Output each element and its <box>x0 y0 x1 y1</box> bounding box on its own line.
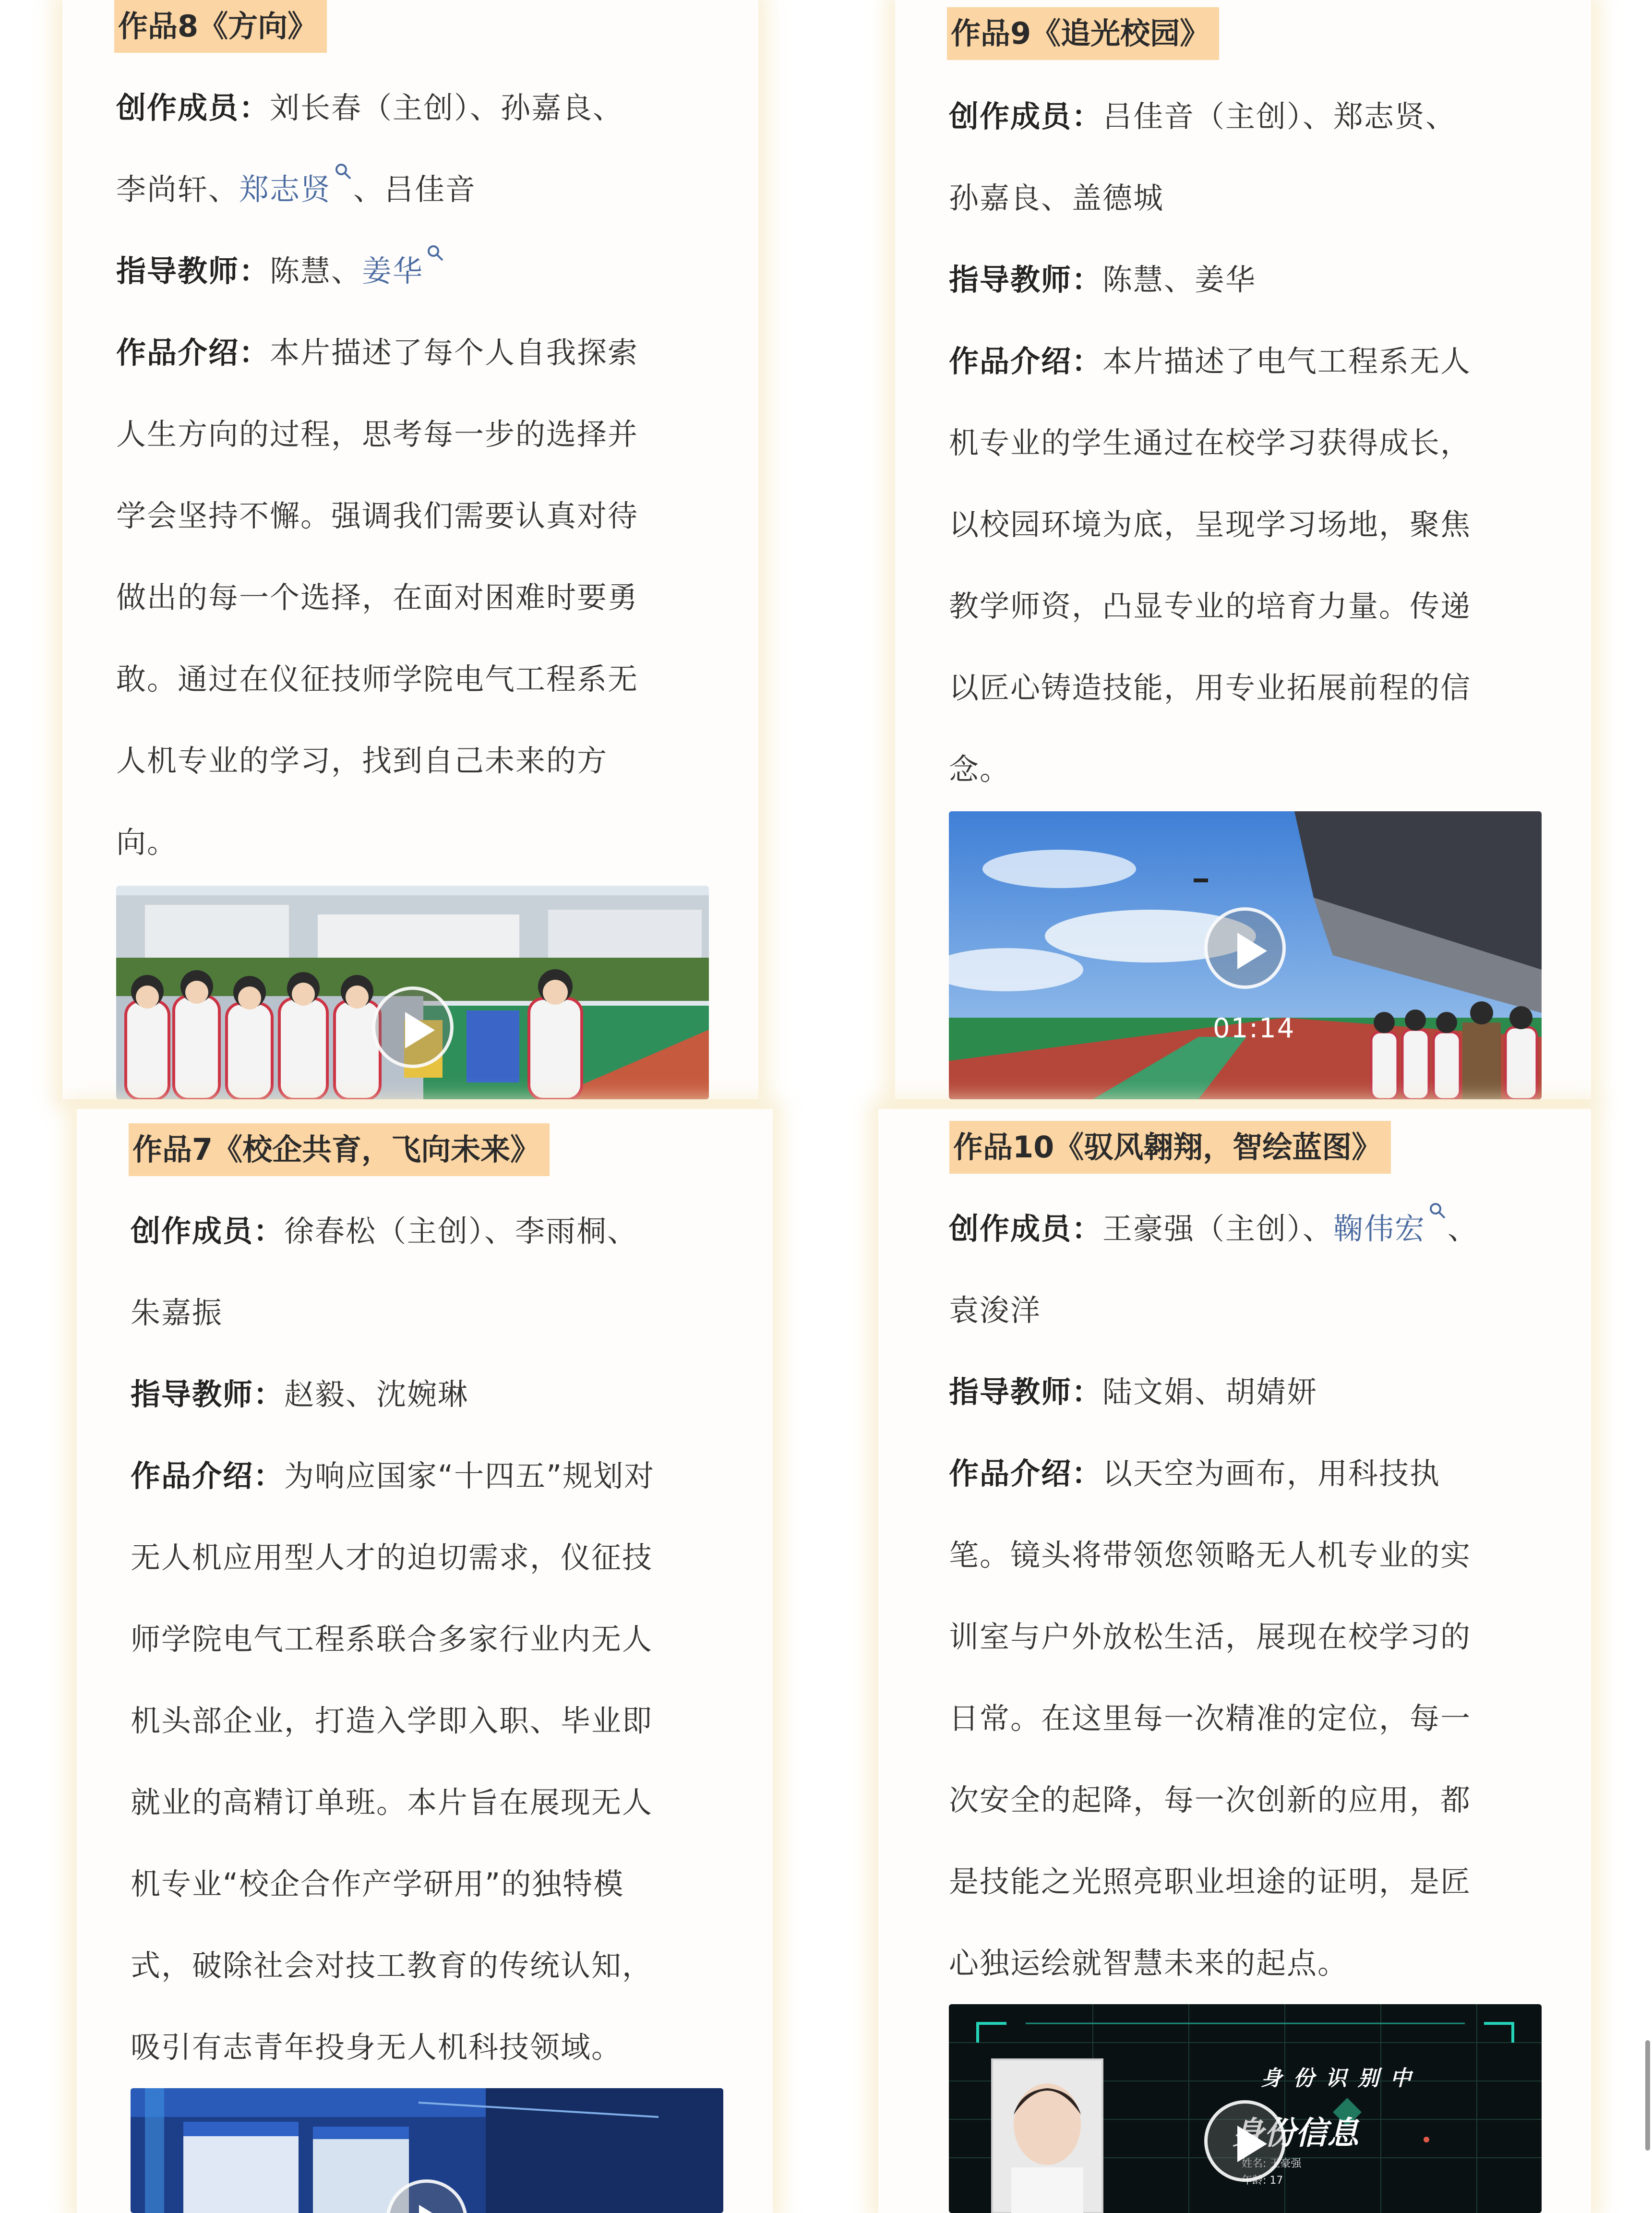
video-overlay-title: 身 份 识 别 中 <box>1261 2066 1413 2091</box>
work-card-9 <box>895 0 1591 1099</box>
intro-label: 作品介绍： <box>949 344 1103 379</box>
intro-label: 作品介绍： <box>949 1456 1103 1491</box>
video-overlay-subtitle: 身份信息 <box>1232 2115 1359 2152</box>
members-label: 创作成员： <box>949 1211 1103 1246</box>
intro-line: 机专业“校企合作产学研用”的独特模 <box>131 1866 624 1901</box>
video-thumbnail[interactable] <box>131 2088 723 2213</box>
intro-line: 师学院电气工程系联合多家行业内无人 <box>131 1622 653 1657</box>
work-details <box>131 1191 655 2088</box>
intro-line: 以匠心铸造技能，用专业拓展前程的信 <box>949 670 1472 705</box>
intro-line: 做出的每一个选择，在面对困难时要勇 <box>116 580 639 615</box>
work-card-8 <box>62 0 758 1099</box>
teachers-label: 指导教师： <box>949 1374 1103 1409</box>
intro-line: 心独运绘就智慧未来的起点。 <box>949 1946 1349 1981</box>
search-icon[interactable] <box>426 244 445 263</box>
intro-label: 作品介绍： <box>131 1458 285 1493</box>
members-text: 孙嘉良、盖德城 <box>949 180 1164 216</box>
work-card-7 <box>77 1109 773 2213</box>
intro-line: 机专业的学生通过在校学习获得成长， <box>949 425 1472 460</box>
intro-line: 学会坚持不懈。强调我们需要认真对待 <box>116 498 639 533</box>
intro-line: 本片描述了电气工程系无人 <box>1102 344 1472 379</box>
search-icon[interactable] <box>334 162 353 181</box>
intro-line: 向。 <box>116 825 178 860</box>
intro-line: 次安全的起降，每一次创新的应用，都 <box>949 1782 1472 1817</box>
members-text: 徐春松（主创）、李雨桐、 <box>284 1214 638 1249</box>
work-title: 作品9《追光校园》 <box>947 7 1219 60</box>
work-card-10 <box>878 1109 1591 2213</box>
intro-line: 无人机应用型人才的迫切需求，仪征技 <box>131 1540 653 1575</box>
intro-line: 笔。镜头将带领您领略无人机专业的实 <box>949 1538 1472 1573</box>
intro-line: 本片描述了每个人自我探索 <box>270 335 639 370</box>
teachers-label: 指导教师： <box>116 253 270 289</box>
intro-line: 日常。在这里每一次精准的定位，每一 <box>949 1701 1472 1736</box>
video-thumbnail[interactable] <box>949 2004 1542 2213</box>
intro-line: 吸引有志青年投身无人机科技领域。 <box>131 2030 622 2065</box>
members-text: 朱嘉振 <box>131 1295 223 1330</box>
members-label: 创作成员： <box>949 99 1103 134</box>
video-thumbnail[interactable] <box>949 811 1542 1099</box>
members-text: 王豪强（主创）、 <box>1102 1211 1334 1246</box>
scrollbar[interactable] <box>1645 2040 1650 2151</box>
intro-line: 式，破除社会对技工教育的传统认知， <box>131 1948 653 1983</box>
members-text: 吕佳音（主创）、郑志贤、 <box>1102 99 1457 134</box>
video-thumbnail[interactable] <box>116 886 709 1099</box>
intro-line: 念。 <box>949 752 1011 787</box>
members-text: 、吕佳音 <box>353 172 477 207</box>
intro-line: 就业的高精订单班。本片旨在展现无人 <box>131 1785 653 1820</box>
teachers-text: 陈慧、 <box>270 253 362 289</box>
play-button[interactable] <box>1204 2100 1286 2182</box>
work-title: 作品8《方向》 <box>114 0 327 53</box>
intro-line: 以天空为画布，用科技执 <box>1102 1456 1441 1491</box>
members-text: 袁浚洋 <box>949 1293 1041 1328</box>
member-link[interactable]: 郑志贤 <box>239 172 332 207</box>
search-icon[interactable] <box>1428 1202 1448 1221</box>
video-duration: 01:14 <box>1213 1013 1295 1044</box>
intro-line: 训室与户外放松生活，展现在校学习的 <box>949 1619 1472 1654</box>
play-button[interactable] <box>372 986 454 1068</box>
members-label: 创作成员： <box>116 90 270 125</box>
work-details <box>116 67 638 883</box>
intro-line: 人机专业的学习，找到自己未来的方 <box>116 743 608 778</box>
work-title: 作品10《驭风翱翔，智绘蓝图》 <box>949 1121 1391 1174</box>
video-name-row: 姓名: 王豪强 <box>1242 2158 1302 2170</box>
teachers-label: 指导教师： <box>131 1377 285 1412</box>
members-label: 创作成员： <box>131 1214 285 1249</box>
work-details <box>949 76 1471 810</box>
teachers-label: 指导教师： <box>949 262 1103 297</box>
intro-line: 教学师资，凸显专业的培育力量。传递 <box>949 589 1472 624</box>
play-button[interactable] <box>1204 907 1286 989</box>
members-text: 刘长春（主创）、孙嘉良、 <box>270 90 624 125</box>
work-title: 作品7《校企共育，飞向未来》 <box>129 1123 550 1176</box>
intro-label: 作品介绍： <box>116 335 270 370</box>
intro-line: 人生方向的过程，思考每一步的选择并 <box>116 417 639 452</box>
intro-line: 以校园环境为底，呈现学习场地，聚焦 <box>949 507 1472 542</box>
intro-line: 敢。通过在仪征技师学院电气工程系无 <box>116 661 639 697</box>
members-text: 、 <box>1448 1211 1479 1246</box>
members-text: 李尚轩、 <box>116 172 239 207</box>
intro-line: 是技能之光照亮职业坦途的证明，是匠 <box>949 1864 1472 1899</box>
teachers-text: 陆文娟、胡婧妍 <box>1102 1374 1318 1409</box>
intro-line: 为响应国家“十四五”规划对 <box>284 1458 655 1493</box>
teachers-text: 赵毅、沈婉琳 <box>284 1377 469 1412</box>
work-details <box>949 1188 1478 2004</box>
member-link[interactable]: 鞠伟宏 <box>1333 1211 1426 1246</box>
teacher-link[interactable]: 姜华 <box>362 253 424 289</box>
video-age-row: 年龄: 17 <box>1242 2175 1283 2187</box>
intro-line: 机头部企业，打造入学即入职、毕业即 <box>131 1703 653 1738</box>
teachers-text: 陈慧、姜华 <box>1102 262 1257 297</box>
